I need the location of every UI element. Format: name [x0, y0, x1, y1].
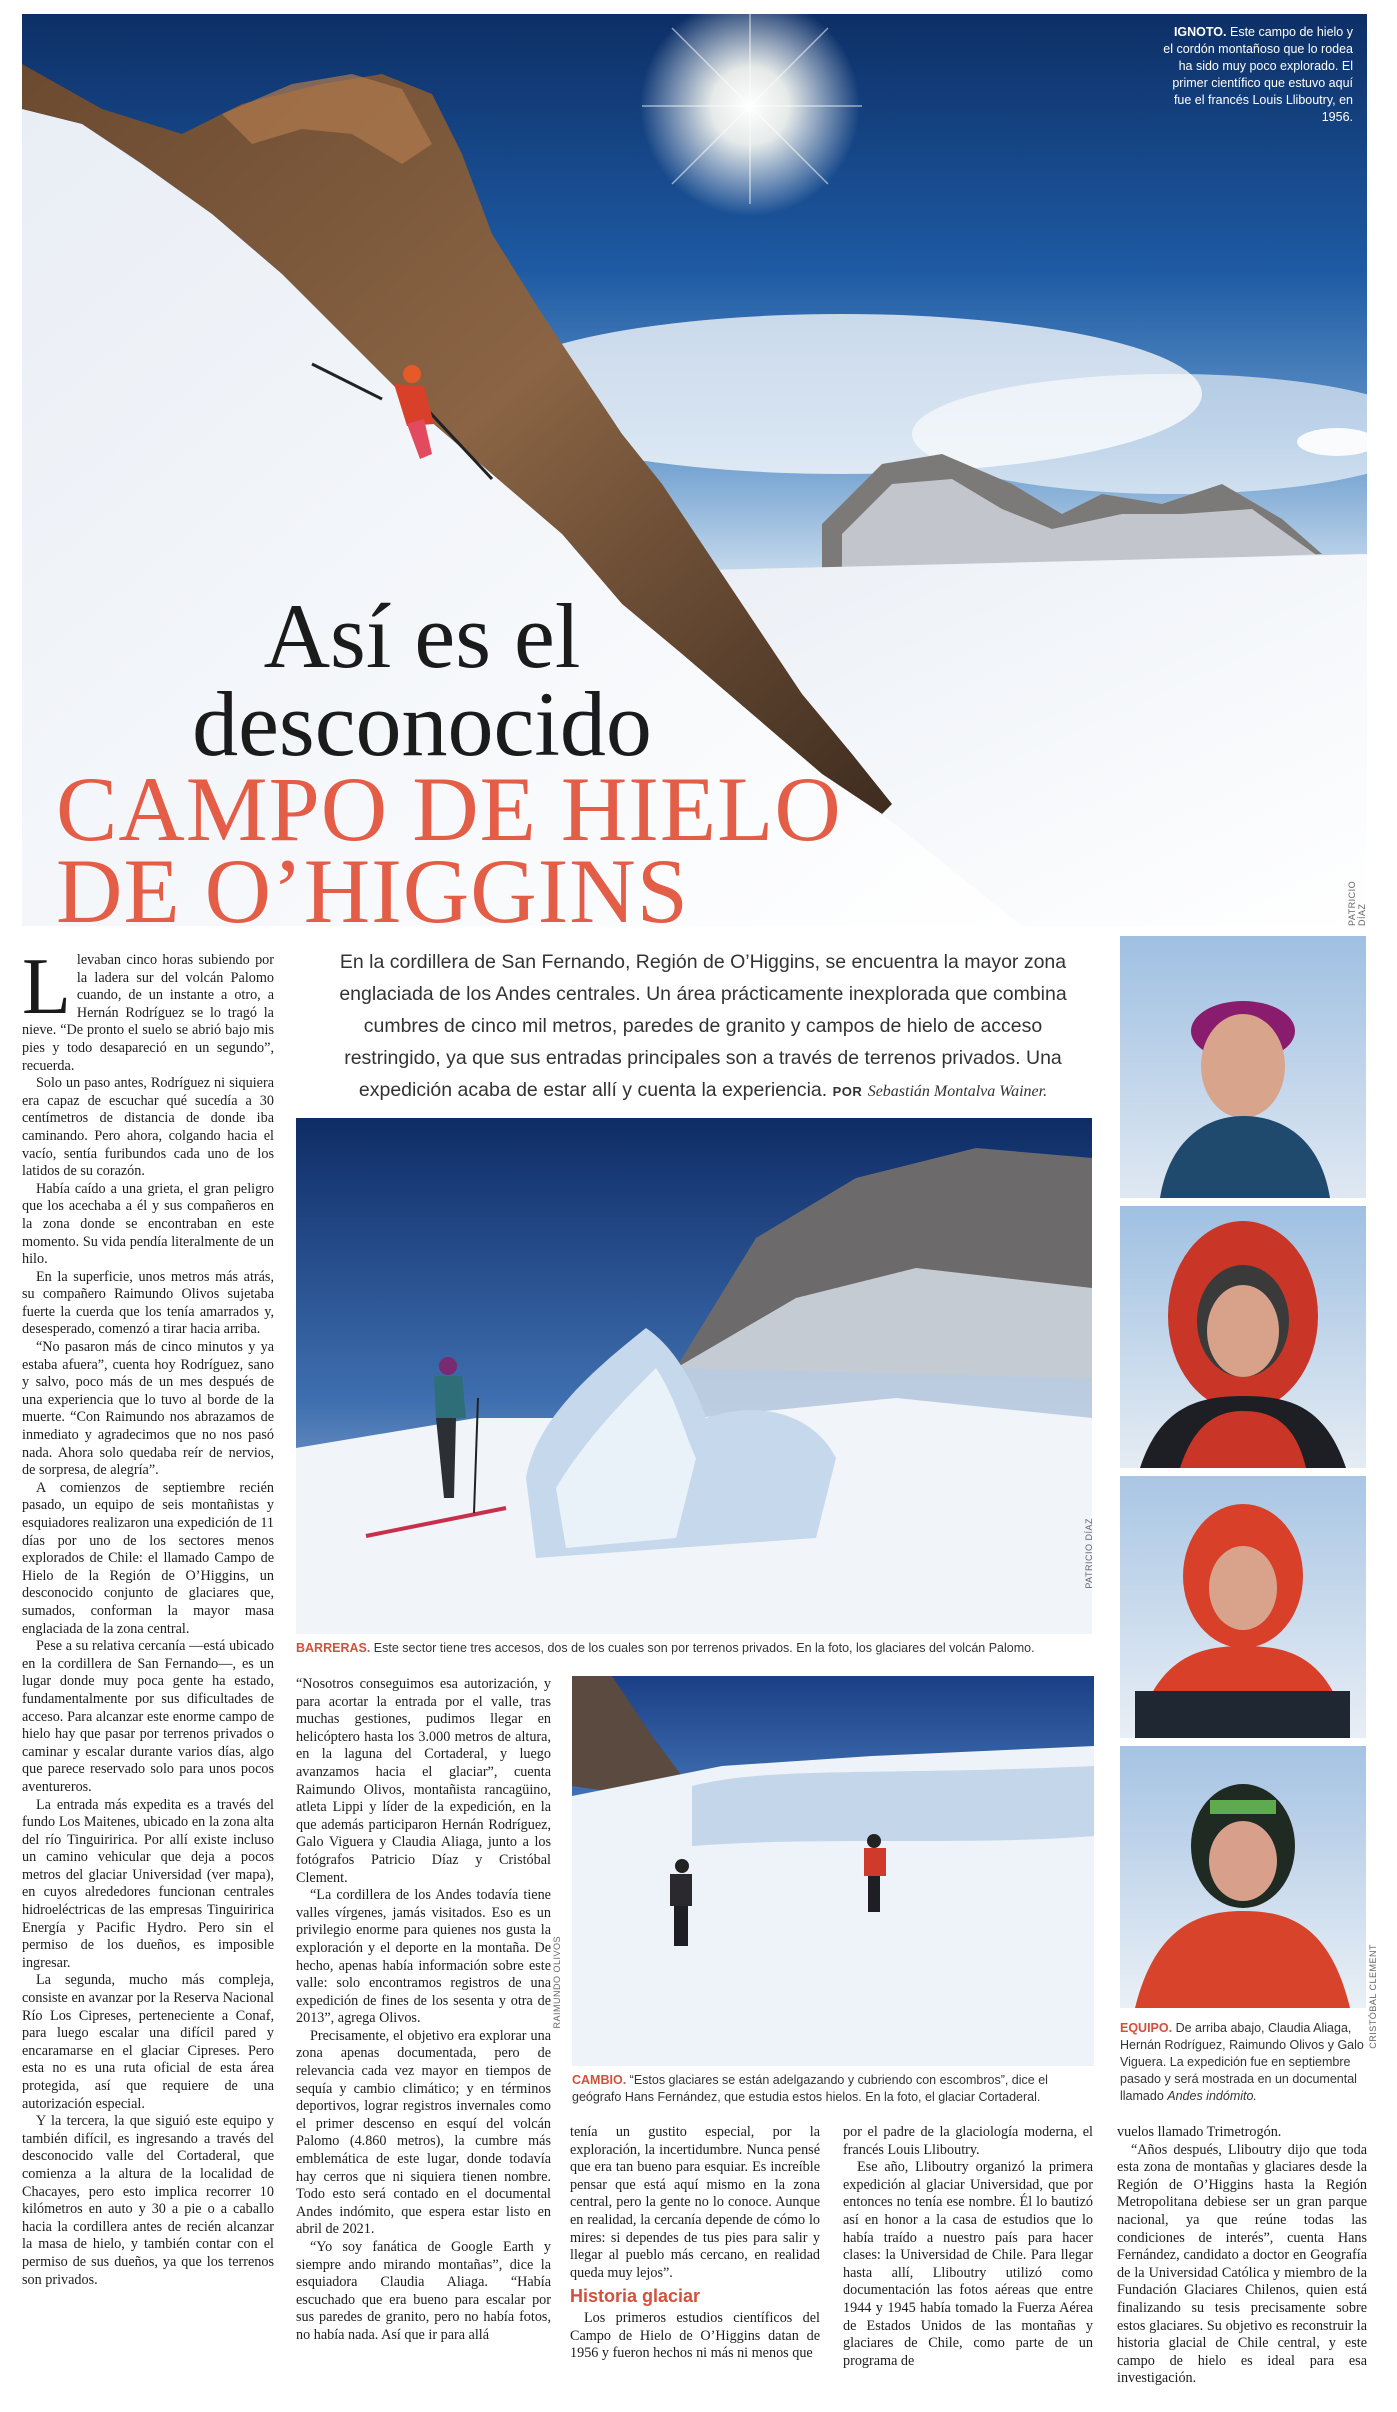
hero-caption-lead: IGNOTO. — [1173, 25, 1227, 39]
hero-photo-credit: PATRICIO DÍAZ — [1347, 880, 1367, 926]
photo-cambio-caption — [572, 2072, 1092, 2106]
photo-cambio-caption-lead: CAMBIO. — [572, 2073, 627, 2087]
byline-label: POR — [832, 1084, 863, 1099]
headline-line-4: DE O’HIGGINS — [56, 840, 689, 942]
dropcap: L — [22, 943, 71, 1031]
portraits-caption-title: Andes indómito. — [1167, 2089, 1257, 2103]
portrait-hernan — [1120, 1206, 1366, 1468]
col3-paragraph-2: Los primeros estudios científicos del Campo de Hielo de O’Higgins datan de 1956 y fueron hechos ni más ni menos que — [570, 2309, 820, 2362]
photo-barreras-caption-lead: BARRERAS. — [296, 1641, 371, 1655]
headline-line-1: Así es el — [263, 585, 581, 687]
portraits-caption-text: De arriba abajo, Claudia Aliaga, Hernán Rodríguez, Raimundo Olivos y Galo Viguera. La expedición fue en septiembre pasado y será mostrada en un documental llamado — [1120, 2021, 1364, 2103]
photo-barreras-caption — [296, 1640, 1096, 1657]
col2-paragraph-2: “La cordillera de los Andes todavía tiene valles vírgenes, jamás visitados. Eso es un privilegio enorme para quienes nos gusta la exploración y el deporte en la montaña. De hecho, apenas había información sobre este valle: solo encontramos registros de una expedición de fines de los sesenta y otra de 2013”, agrega Olivos. — [296, 1887, 551, 2027]
hero-caption-text: Este campo de hielo y el cordón montañoso que lo rodea ha sido muy poco explorado. El primer científico que estuvo aquí fue el francés Louis Lliboutry, en 1956. — [1163, 25, 1353, 124]
photo-cambio-credit: RAIMUNDO OLIVOS — [552, 1936, 562, 2029]
col1-paragraph-8: La entrada más expedita es a través del fundo Los Maitenes, ubicado en la zona alta del río Tinguiririca. Por allí existe incluso un camino vehicular que deja a pocos metros del glaciar Universidad (ver mapa), en cuyos alrededores funcionan centrales hidroeléctricas de las empresas Tinguiririca Energía y Pacific Hydro. Pero sin el permiso de los dueños, es imposible ingresar. — [22, 1796, 274, 1971]
body-column-2 — [296, 1676, 551, 2345]
portraits-credit: CRISTÓBAL CLEMENT — [1368, 1944, 1378, 2049]
byline-author: Sebastián Montalva Wainer. — [867, 1083, 1048, 1100]
photo-cambio-caption-text: “Estos glaciares se están adelgazando y cubriendo con escombros”, dice el geógrafo Hans Fernández, que estudia estos hielos. En la foto, el glaciar Cortaderal. — [572, 2073, 1048, 2104]
body-column-5 — [1117, 2124, 1367, 2388]
hero-photo — [22, 14, 1367, 942]
col1-p1-text: levaban cinco horas subiendo por la ladera sur del volcán Palomo cuando, de un instante a otro, a Hernán Rodríguez se lo tragó la nieve. “De pronto el suelo se abrió bajo mis pies y todo desapareció en un segundo”, recuerda. — [22, 952, 274, 1074]
lede-text: En la cordillera de San Fernando, Región de O’Higgins, se encuentra la mayor zona englaciada de los Andes centrales. Un área prácticamente inexplorada que combina cumbres de cinco mil metros, paredes de granito y campos de hielo de acceso restringido, ya que sus entradas principales son a través de terrenos privados. Una expedición acaba de estar allí y cuenta la experiencia. — [339, 951, 1067, 1101]
hero-caption — [1163, 24, 1353, 126]
col2-paragraph-4: “Yo soy fanática de Google Earth y siempre ando mirando montañas”, dice la esquiadora Claudia Aliaga. “Había escuchado que era bueno para escalar por sus paredes de granito, pero no había fotos, no había nada. Así que ir para allá — [296, 2239, 551, 2343]
headline-line-2: desconocido — [192, 673, 652, 775]
col1-paragraph-7: Pese a su relativa cercanía —está ubicado en la cordillera de San Fernando—, es un lugar donde muy poca gente ha estado, fundamentalmente por sus dificultades de acceso. Para alcanzar este enorme campo de hielo hay que pasar por terrenos privados o caminar y escalar durante varios días, algo que parece reservado solo para unos pocos aventureros. — [22, 1638, 274, 1795]
headline-line-3: CAMPO DE HIELO — [56, 758, 842, 860]
portraits-caption-lead: EQUIPO. — [1120, 2021, 1173, 2035]
col1-paragraph-2: Solo un paso antes, Rodríguez ni siquiera era capaz de escuchar qué sucedía a 30 centímetros de distancia de donde iba caminando. Pero ahora, colgando hacia el vacío, sentía furibundos cada uno de los latidos de su corazón. — [22, 1075, 274, 1180]
col1-paragraph-9: La segunda, mucho más compleja, consiste en avanzar por la Reserva Nacional Río Los Cipreses, perteneciente a Conaf, para luego escalar una difícil pared y encaramarse en el glaciar Cipreses. Pero esta no es una ruta oficial de esta área protegida, así que requiere de una autorización especial. — [22, 1972, 274, 2112]
body-column-1 — [22, 943, 274, 2289]
photo-barreras-credit: PATRICIO DÍAZ — [1084, 1518, 1094, 1589]
col1-paragraph-3: Había caído a una grieta, el gran peligro que los acechaba a él y sus compañeros en la zona donde se encontraban en este momento. Su vida pendía literalmente de un hilo. — [22, 1180, 274, 1268]
col2-paragraph-1: “Nosotros conseguimos esa autorización, y para acortar la entrada por el valle, tras muchas gestiones, pudimos llegar en helicóptero hasta los 3.000 metros de altura, en la laguna del Cortaderal, y luego avanzamos hacia el glaciar”, cuenta Raimundo Olivos, montañista rancagüino, atleta Lippi y líder de la expedición, en la que además participaron Hernán Rodríguez, Galo Viguera y Claudia Aliaga, junto a los fotógrafos Patricio Díaz y Cristóbal Clement. — [296, 1676, 551, 1886]
lede — [318, 946, 1088, 1108]
col4-paragraph-2: Ese año, Lliboutry organizó la primera expedición al glaciar Universidad, que por entonces no tenía ese nombre. Él lo bautizó así en honor a la casa de estudios que lo había traído a nuestro país para hacer clases: la Universidad de Chile. Para llegar hasta allí, Lliboutry utilizó como documentación las fotos aéreas que entre 1944 y 1945 había tomado la Fuerza Aérea de Estados Unidos de las montañas y glaciares de Chile, como parte de un programa de — [843, 2159, 1093, 2369]
photo-barreras — [296, 1118, 1092, 1634]
portraits-caption — [1120, 2020, 1364, 2105]
col5-paragraph-1: vuelos llamado Trimetrogón. — [1117, 2124, 1282, 2140]
headline — [112, 585, 732, 775]
photo-barreras-caption-text: Este sector tiene tres accesos, dos de los cuales son por terrenos privados. En la foto, los glaciares del volcán Palomo. — [373, 1641, 1035, 1655]
portraits-column — [1120, 936, 1378, 2105]
col1-paragraph-5: “No pasaron más de cinco minutos y ya estaba afuera”, cuenta hoy Rodríguez, sano y salvo, poco más de un mes después de una experiencia que lo tuvo al borde de la muerte. “Con Raimundo nos abrazamos de inmediato y agradecimos que no nos pasó nada. Ahora solo quedaba reír de nervios, de sorpresa, de alegría”. — [22, 1339, 274, 1479]
portrait-galo — [1120, 1746, 1366, 2008]
body-column-3 — [570, 2124, 820, 2363]
body-column-4 — [843, 2124, 1093, 2370]
subhead-historia-glaciar: Historia glaciar — [570, 2286, 701, 2307]
col1-paragraph-6: A comienzos de septiembre recién pasado, un equipo de seis montañistas y esquiadores realizaron una expedición de 11 días por uno de los sectores menos explorados de Chile: el llamado Campo de Hielo de la Región de O’Higgins, un desconocido conjunto de glaciares que, sumados, conforman la mayor masa englaciada de la zona central. — [22, 1479, 274, 1637]
col2-paragraph-3: Precisamente, el objetivo era explorar una zona apenas documentada, pero de relevancia cada vez mayor en tiempos de sequía y cambio climático; y en términos deportivos, lograr registros invernales como el primer descenso en esquí del volcán Palomo (4.860 metros), la cumbre más emblemática de este lugar, donde todavía hay cerros que ni siquiera tienen nombre. Todo esto será contado en el documental Andes indómito, que espera estar listo en abril de 2021. — [296, 2027, 551, 2238]
portrait-claudia — [1120, 936, 1366, 1198]
col1-paragraph-10: Y la tercera, la que siguió este equipo y también difícil, es ingresando a través del desconocido valle del Cortaderal, que comienza a la altura de la localidad de Chacayes, pero esto implica recorrer 10 kilómetros en auto y 30 a pie o a caballo hacia la cordillera antes de recién alcanzar la masa de hielo, y también contar con el permiso de sus dueños, ya que los terrenos son privados. — [22, 2113, 274, 2288]
col4-paragraph-1: por el padre de la glaciología moderna, el francés Louis Lliboutry. — [843, 2124, 1093, 2158]
col1-paragraph-4: En la superficie, unos metros más atrás, su compañero Raimundo Olivos sujetaba fuerte la cuerda que los tenía amarrados y, desesperado, comenzó a tirar hacia arriba. — [22, 1268, 274, 1338]
col1-paragraph-1 — [22, 943, 274, 1075]
col5-paragraph-2: “Años después, Lliboutry dijo que toda esta zona de montañas y glaciares desde la Región de O’Higgins hasta la Región Metropolitana debiese ser un gran parque nacional, ya que reúne todas las condiciones de interés”, cuenta Hans Fernández, candidato a doctor en Geografía de la Universidad Católica y miembro de la Fundación Glaciares Chilenos, quien está finalizando su tesis precisamente sobre estos glaciares. Su objetivo es reconstruir la historia glacial de Chile central, y este campo de hielo es ideal para esa investigación. — [1117, 2141, 1367, 2387]
photo-cambio — [552, 1676, 1094, 2066]
col3-paragraph-1: tenía un gustito especial, por la exploración, la incertidumbre. Nunca pensé que era tan bueno para esquiar. Es increíble pensar que está aquí mismo en la zona central, pero la gente no lo conoce. Aunque en realidad, la cercanía depende de cómo lo mires: si dependes de tus pies para salir y llegar al pueblo más cercano, en realidad queda muy lejos”. — [570, 2124, 820, 2281]
portrait-raimundo — [1120, 1476, 1366, 1738]
